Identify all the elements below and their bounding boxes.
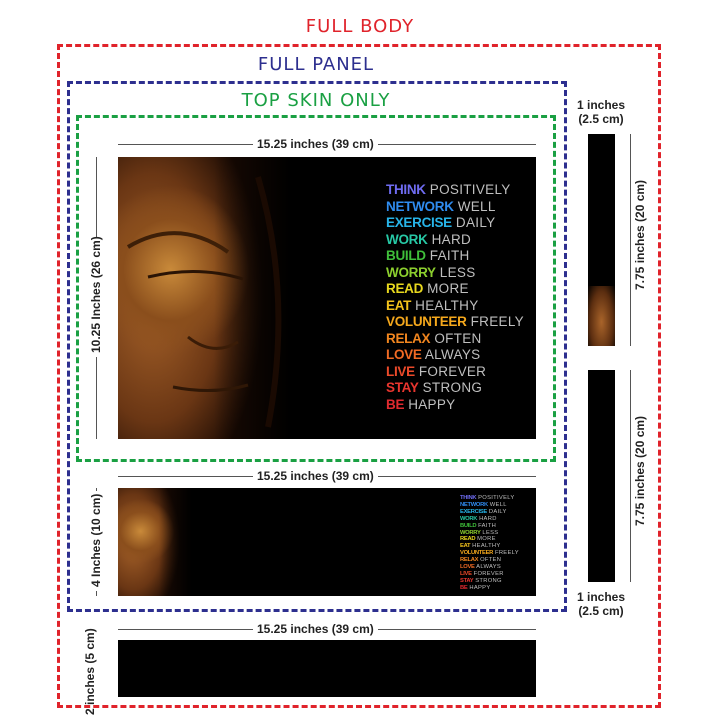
small-word-bold-word: BUILD	[460, 522, 477, 529]
word-bold-word: RELAX	[386, 330, 431, 346]
buddha-face-fragment	[588, 286, 615, 346]
word-row	[386, 364, 524, 381]
top-skin-panel	[118, 157, 536, 439]
small-word-thin-word: STRONG	[473, 577, 502, 584]
small-word-row	[460, 543, 519, 550]
word-thin-word: WELL	[453, 198, 496, 214]
small-word-thin-word: FREELY	[493, 550, 519, 557]
small-word-bold-word: EXERCISE	[460, 508, 487, 515]
small-word-bold-word: RELAX	[460, 557, 479, 564]
side-panel-bottom	[588, 370, 615, 582]
word-bold-word: EAT	[386, 297, 412, 313]
word-row	[386, 199, 524, 216]
word-row	[386, 182, 524, 199]
word-row	[386, 380, 524, 397]
word-bold-word: NETWORK	[386, 198, 454, 214]
top-height-dimension: 10.25 Inches (26 cm)	[89, 237, 103, 357]
small-word-row	[460, 585, 519, 592]
small-word-bold-word: NETWORK	[460, 501, 488, 508]
small-word-row	[460, 530, 519, 537]
small-word-row	[460, 509, 519, 516]
small-word-bold-word: THINK	[460, 495, 477, 501]
word-thin-word: FOREVER	[414, 363, 487, 379]
word-bold-word: READ	[386, 281, 424, 296]
word-bold-word: LOVE	[386, 347, 422, 362]
full-body-label: FULL BODY	[305, 16, 415, 37]
word-bold-word: BUILD	[386, 248, 426, 263]
small-word-bold-word: LOVE	[460, 564, 475, 571]
word-bold-word: LIVE	[386, 363, 415, 379]
word-bold-word: EXERCISE	[386, 215, 452, 230]
small-word-row	[460, 557, 519, 564]
buddha-face-image	[118, 157, 293, 439]
small-word-row	[460, 578, 519, 585]
word-row	[386, 314, 524, 331]
small-word-row	[460, 523, 519, 530]
word-bold-word: WORRY	[386, 264, 436, 280]
word-thin-word: LESS	[435, 264, 476, 280]
small-word-thin-word: POSITIVELY	[476, 495, 515, 501]
small-word-thin-word: FOREVER	[471, 570, 504, 577]
small-word-thin-word: ALWAYS	[474, 564, 502, 571]
side-top-height-line	[630, 134, 631, 346]
word-bold-word: STAY	[386, 380, 419, 395]
word-thin-word: STRONG	[418, 380, 483, 395]
full-panel-label: FULL PANEL	[257, 54, 375, 75]
word-bold-word: THINK	[386, 182, 426, 197]
word-thin-word: FREELY	[466, 314, 524, 329]
buddha-face-image-small	[118, 488, 193, 596]
word-row	[386, 331, 524, 348]
side-bottom-height-dimension: 7.75 inches (20 cm)	[633, 420, 647, 530]
small-word-row	[460, 516, 519, 523]
word-thin-word: OFTEN	[430, 330, 482, 346]
word-row	[386, 397, 524, 414]
bottom-width-dimension: 15.25 inches (39 cm)	[253, 622, 378, 636]
word-row	[386, 347, 524, 364]
small-word-row	[460, 502, 519, 509]
word-bold-word: WORK	[386, 231, 428, 247]
side-bottom-width-dimension: 1 inches (2.5 cm)	[576, 590, 626, 618]
word-thin-word: HEALTHY	[411, 297, 479, 313]
word-bold-word: VOLUNTEER	[386, 314, 467, 329]
word-thin-word: DAILY	[451, 215, 496, 230]
word-row	[386, 298, 524, 315]
small-word-thin-word: DAILY	[486, 508, 507, 515]
bottom-panel	[118, 640, 536, 697]
small-word-thin-word: WELL	[487, 501, 507, 508]
word-thin-word: HARD	[427, 231, 472, 247]
small-word-bold-word: BE	[460, 584, 468, 591]
small-word-row	[460, 564, 519, 571]
side-top-width-dimension: 1 inches (2.5 cm)	[576, 98, 626, 126]
small-word-row	[460, 571, 519, 578]
bottom-height-dimension: 2 inches (5 cm)	[83, 628, 97, 715]
motivational-word-list	[386, 182, 524, 413]
small-word-row	[460, 495, 519, 502]
front-height-dimension: 4 Inches (10 cm)	[89, 491, 103, 591]
front-panel	[118, 488, 536, 596]
top-skin-label: TOP SKIN ONLY	[241, 90, 391, 111]
word-row	[386, 232, 524, 249]
word-bold-word: BE	[386, 396, 405, 412]
small-word-thin-word: MORE	[475, 536, 496, 543]
front-width-dimension: 15.25 inches (39 cm)	[253, 469, 378, 483]
word-thin-word: POSITIVELY	[425, 182, 511, 197]
side-top-height-dimension: 7.75 inches (20 cm)	[633, 184, 647, 294]
small-word-thin-word: HAPPY	[467, 584, 491, 591]
small-word-thin-word: HARD	[477, 515, 497, 522]
small-word-thin-word: FAITH	[476, 522, 497, 529]
word-thin-word: HAPPY	[404, 396, 456, 412]
small-word-bold-word: WORRY	[460, 529, 481, 536]
word-row	[386, 265, 524, 282]
small-word-bold-word: EAT	[460, 543, 471, 550]
small-word-bold-word: READ	[460, 536, 476, 543]
motivational-word-list-small	[460, 495, 519, 592]
small-word-thin-word: LESS	[480, 529, 499, 536]
word-thin-word: MORE	[423, 281, 469, 296]
word-thin-word: ALWAYS	[421, 347, 481, 362]
side-panel-top	[588, 134, 615, 346]
top-width-dimension: 15.25 inches (39 cm)	[253, 137, 378, 151]
small-word-thin-word: HEALTHY	[470, 543, 501, 550]
small-word-row	[460, 536, 519, 543]
word-row	[386, 248, 524, 265]
small-word-bold-word: WORK	[460, 515, 478, 522]
small-word-bold-word: STAY	[460, 577, 474, 584]
word-row	[386, 281, 524, 298]
side-bottom-height-line	[630, 370, 631, 582]
small-word-thin-word: OFTEN	[478, 557, 502, 564]
small-word-bold-word: VOLUNTEER	[460, 550, 494, 557]
word-row	[386, 215, 524, 232]
word-thin-word: FAITH	[425, 248, 470, 263]
small-word-row	[460, 550, 519, 557]
small-word-bold-word: LIVE	[460, 570, 472, 577]
